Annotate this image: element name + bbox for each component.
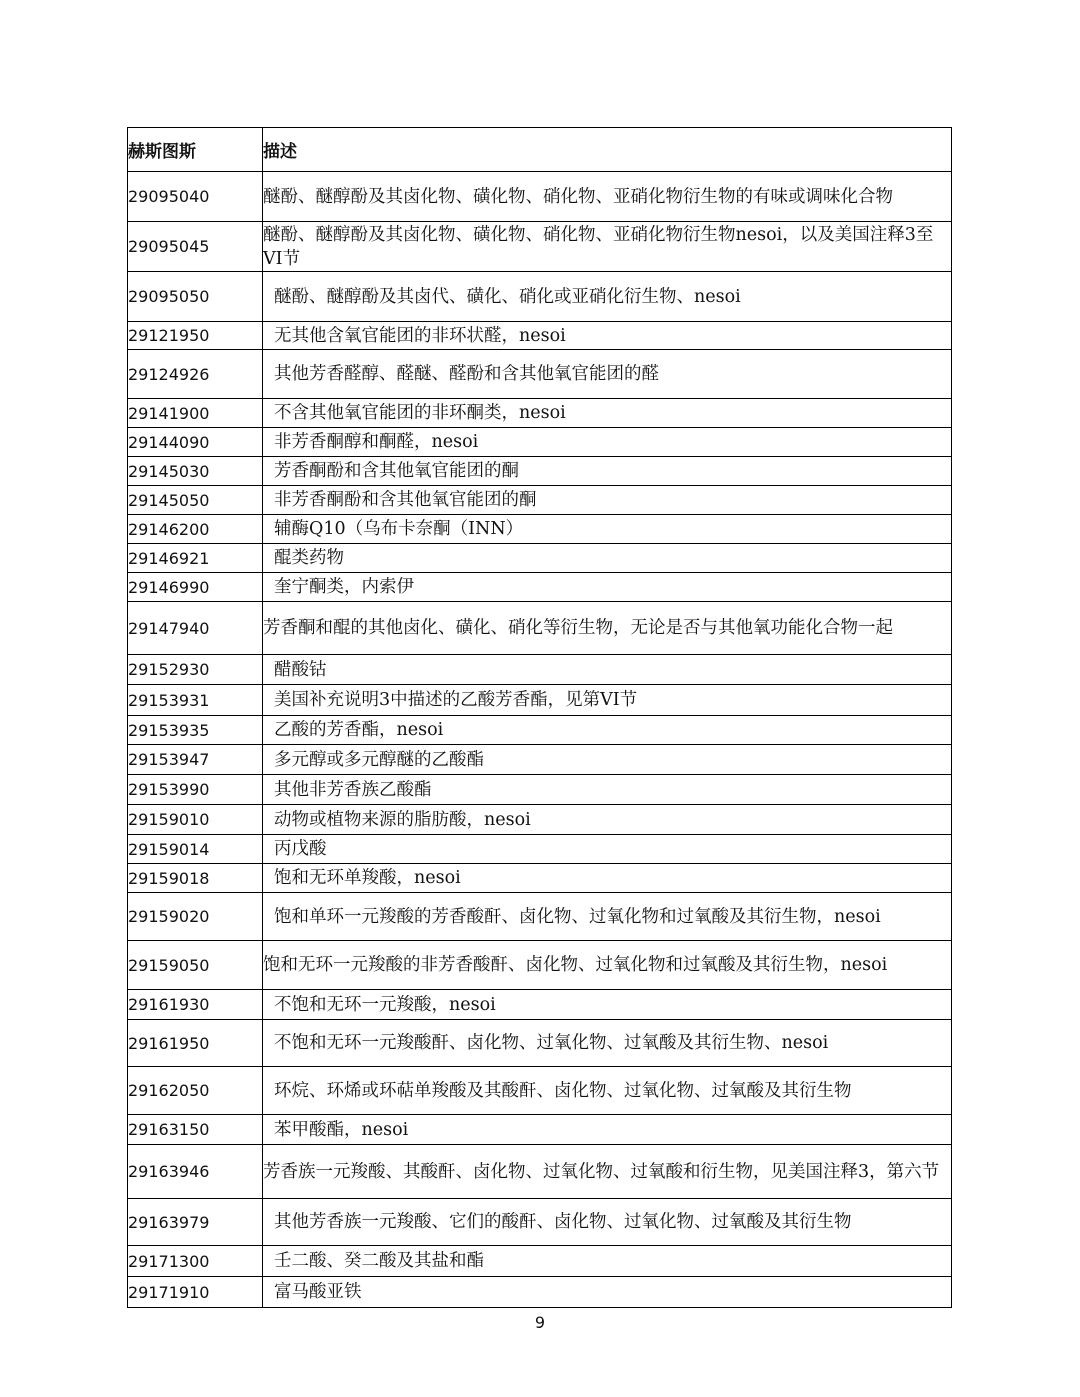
description-cell: 苯甲酸酯，nesoi (263, 1115, 952, 1145)
description-cell: 饱和无环单羧酸，nesoi (263, 864, 952, 893)
description-cell: 其他芳香醛醇、醛醚、醛酚和含其他氧官能团的醛 (263, 350, 952, 399)
hts-code-cell: 29153947 (128, 745, 263, 775)
hts-code-cell: 29145030 (128, 457, 263, 486)
table-row (128, 1115, 952, 1145)
hts-code-cell: 29141900 (128, 399, 263, 428)
hts-code-cell: 29095040 (128, 172, 263, 222)
hts-code-cell: 29163946 (128, 1145, 263, 1199)
table-row (128, 399, 952, 428)
table-row (128, 835, 952, 864)
table-row (128, 893, 952, 941)
description-cell: 醚酚、醚醇酚及其卤化物、磺化物、硝化物、亚硝化物衍生物nesoi，以及美国注释3至VI节 (263, 222, 952, 272)
description-cell: 其他芳香族一元羧酸、它们的酸酐、卤化物、过氧化物、过氧酸及其衍生物 (263, 1199, 952, 1246)
column-header-description: 描述 (263, 128, 952, 172)
table-header-row (128, 128, 952, 172)
hts-code-cell: 29152930 (128, 655, 263, 685)
table-row (128, 745, 952, 775)
description-cell: 不含其他氧官能团的非环酮类，nesoi (263, 399, 952, 428)
page-number: 9 (534, 1313, 546, 1332)
hts-code-cell: 29153935 (128, 716, 263, 745)
tariff-code-table (127, 127, 952, 1308)
hts-code-cell: 29159018 (128, 864, 263, 893)
hts-code-cell: 29095050 (128, 272, 263, 322)
hts-code-cell: 29146200 (128, 515, 263, 544)
table-row (128, 716, 952, 745)
hts-code-cell: 29162050 (128, 1067, 263, 1115)
description-cell: 不饱和无环一元羧酸酐、卤化物、过氧化物、过氧酸及其衍生物、nesoi (263, 1020, 952, 1067)
table-row (128, 602, 952, 655)
hts-code-cell: 29171300 (128, 1246, 263, 1277)
table-row (128, 864, 952, 893)
hts-code-cell: 29171910 (128, 1277, 263, 1308)
description-cell: 动物或植物来源的脂肪酸，nesoi (263, 805, 952, 835)
hts-code-cell: 29159050 (128, 941, 263, 990)
table-row (128, 544, 952, 573)
description-cell: 丙戊酸 (263, 835, 952, 864)
description-cell: 环烷、环烯或环萜单羧酸及其酸酐、卤化物、过氧化物、过氧酸及其衍生物 (263, 1067, 952, 1115)
hts-code-cell: 29146921 (128, 544, 263, 573)
table-row (128, 350, 952, 399)
description-cell: 芳香族一元羧酸、其酸酐、卤化物、过氧化物、过氧酸和衍生物，见美国注释3，第六节 (263, 1145, 952, 1199)
table-row (128, 272, 952, 322)
hts-code-cell: 29163150 (128, 1115, 263, 1145)
description-cell: 乙酸的芳香酯，nesoi (263, 716, 952, 745)
description-cell: 不饱和无环一元羧酸，nesoi (263, 990, 952, 1020)
description-cell: 其他非芳香族乙酸酯 (263, 775, 952, 805)
hts-code-cell: 29153931 (128, 685, 263, 716)
table-row (128, 655, 952, 685)
table-row (128, 805, 952, 835)
hts-code-cell: 29095045 (128, 222, 263, 272)
hts-code-cell: 29144090 (128, 428, 263, 457)
description-cell: 醚酚、醚醇酚及其卤化物、磺化物、硝化物、亚硝化物衍生物的有味或调味化合物 (263, 172, 952, 222)
hts-code-cell: 29145050 (128, 486, 263, 515)
hts-code-cell: 29163979 (128, 1199, 263, 1246)
table-row (128, 172, 952, 222)
description-cell: 壬二酸、癸二酸及其盐和酯 (263, 1246, 952, 1277)
hts-code-cell: 29124926 (128, 350, 263, 399)
description-cell: 无其他含氧官能团的非环状醛，nesoi (263, 322, 952, 350)
hts-code-cell: 29121950 (128, 322, 263, 350)
description-cell: 辅酶Q10（乌布卡奈酮（INN） (263, 515, 952, 544)
description-cell: 芳香酮和醌的其他卤化、磺化、硝化等衍生物，无论是否与其他氧功能化合物一起 (263, 602, 952, 655)
table-row (128, 1246, 952, 1277)
description-cell: 非芳香酮醇和酮醛，nesoi (263, 428, 952, 457)
hts-code-cell: 29159010 (128, 805, 263, 835)
hts-code-cell: 29146990 (128, 573, 263, 602)
hts-code-cell: 29161950 (128, 1020, 263, 1067)
table-row (128, 322, 952, 350)
table-row (128, 941, 952, 990)
hts-code-cell: 29159020 (128, 893, 263, 941)
description-cell: 饱和无环一元羧酸的非芳香酸酐、卤化物、过氧化物和过氧酸及其衍生物，nesoi (263, 941, 952, 990)
table-row (128, 515, 952, 544)
table-row (128, 1145, 952, 1199)
table-row (128, 1020, 952, 1067)
table-row (128, 685, 952, 716)
description-cell: 美国补充说明3中描述的乙酸芳香酯，见第VI节 (263, 685, 952, 716)
description-cell: 芳香酮酚和含其他氧官能团的酮 (263, 457, 952, 486)
description-cell: 醋酸钴 (263, 655, 952, 685)
table-row (128, 990, 952, 1020)
description-cell: 非芳香酮酚和含其他氧官能团的酮 (263, 486, 952, 515)
hts-code-cell: 29147940 (128, 602, 263, 655)
table-row (128, 573, 952, 602)
table-row (128, 486, 952, 515)
description-cell: 富马酸亚铁 (263, 1277, 952, 1308)
hts-code-cell: 29161930 (128, 990, 263, 1020)
description-cell: 饱和单环一元羧酸的芳香酸酐、卤化物、过氧化物和过氧酸及其衍生物，nesoi (263, 893, 952, 941)
table-row (128, 1067, 952, 1115)
table-row (128, 1199, 952, 1246)
table-row (128, 775, 952, 805)
table-row (128, 457, 952, 486)
description-cell: 醚酚、醚醇酚及其卤代、磺化、硝化或亚硝化衍生物、nesoi (263, 272, 952, 322)
table-row (128, 428, 952, 457)
table-body (128, 172, 952, 1308)
table-row (128, 1277, 952, 1308)
column-header-code: 赫斯图斯 (128, 128, 263, 172)
description-cell: 奎宁酮类，内索伊 (263, 573, 952, 602)
hts-code-cell: 29159014 (128, 835, 263, 864)
hts-code-cell: 29153990 (128, 775, 263, 805)
description-cell: 醌类药物 (263, 544, 952, 573)
description-cell: 多元醇或多元醇醚的乙酸酯 (263, 745, 952, 775)
table-row (128, 222, 952, 272)
